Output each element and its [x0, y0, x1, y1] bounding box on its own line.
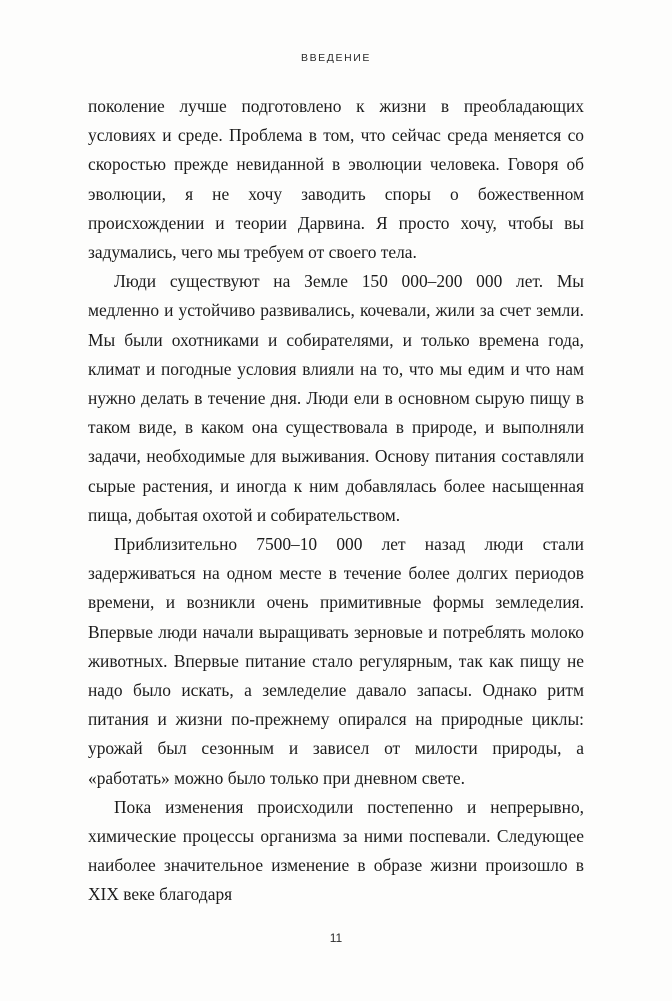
paragraph: Пока изменения происходили постепенно и непрерывно, химические процессы организма за ними поспевали. Следующее наиболее значительное изменение в образе жизни произошло в XIX веке благодаря — [88, 796, 584, 905]
running-head: ВВЕДЕНИЕ — [300, 52, 372, 64]
paragraph: Люди существуют на Земле 150 000–200 000 лет. Мы медленно и устойчиво развивались, кочевали, жили за счет земли. Мы были охотниками и собирателями, и только времена года, климат и погодные условия влияли на то, что мы едим и что нам нужно делать в течение дня. Люди ели в основном сырую пищу в таком виде, в каком она существовала в природе, и выполняли задачи, необходимые для выживания. Основу питания составляли сырые растения, и иногда к ним добавлялась более насыщенная пища, добытая охотой и собирательством. — [88, 271, 584, 525]
paragraph: поколение лучше подготовлено к жизни в преобладающих условиях и среде. Проблема в том, что сейчас среда меняется со скоростью прежде невиданной в эволюции человека. Говоря об эволюции, я не хочу заводить споры о божественном происхождении и теории Дарвина. Я просто хочу, чтобы вы задумались, чего мы требуем от своего тела. — [88, 96, 584, 263]
page-number: 11 — [329, 931, 343, 945]
body-text-column — [88, 92, 584, 910]
paragraph: Приблизительно 7500–10 000 лет назад люди стали задерживаться на одном месте в течение более долгих периодов времени, и возникли очень примитивные формы земледелия. Впервые люди начали выращивать зерновые и потреблять молоко животных. Впервые питание стало регулярным, так как пищу не надо было искать, а земледелие давало запасы. Однако ритм питания и жизни по-прежнему опирался на природные циклы: урожай был сезонным и зависел от милости природы, а «работать» можно было только при дневном свете. — [88, 534, 584, 788]
